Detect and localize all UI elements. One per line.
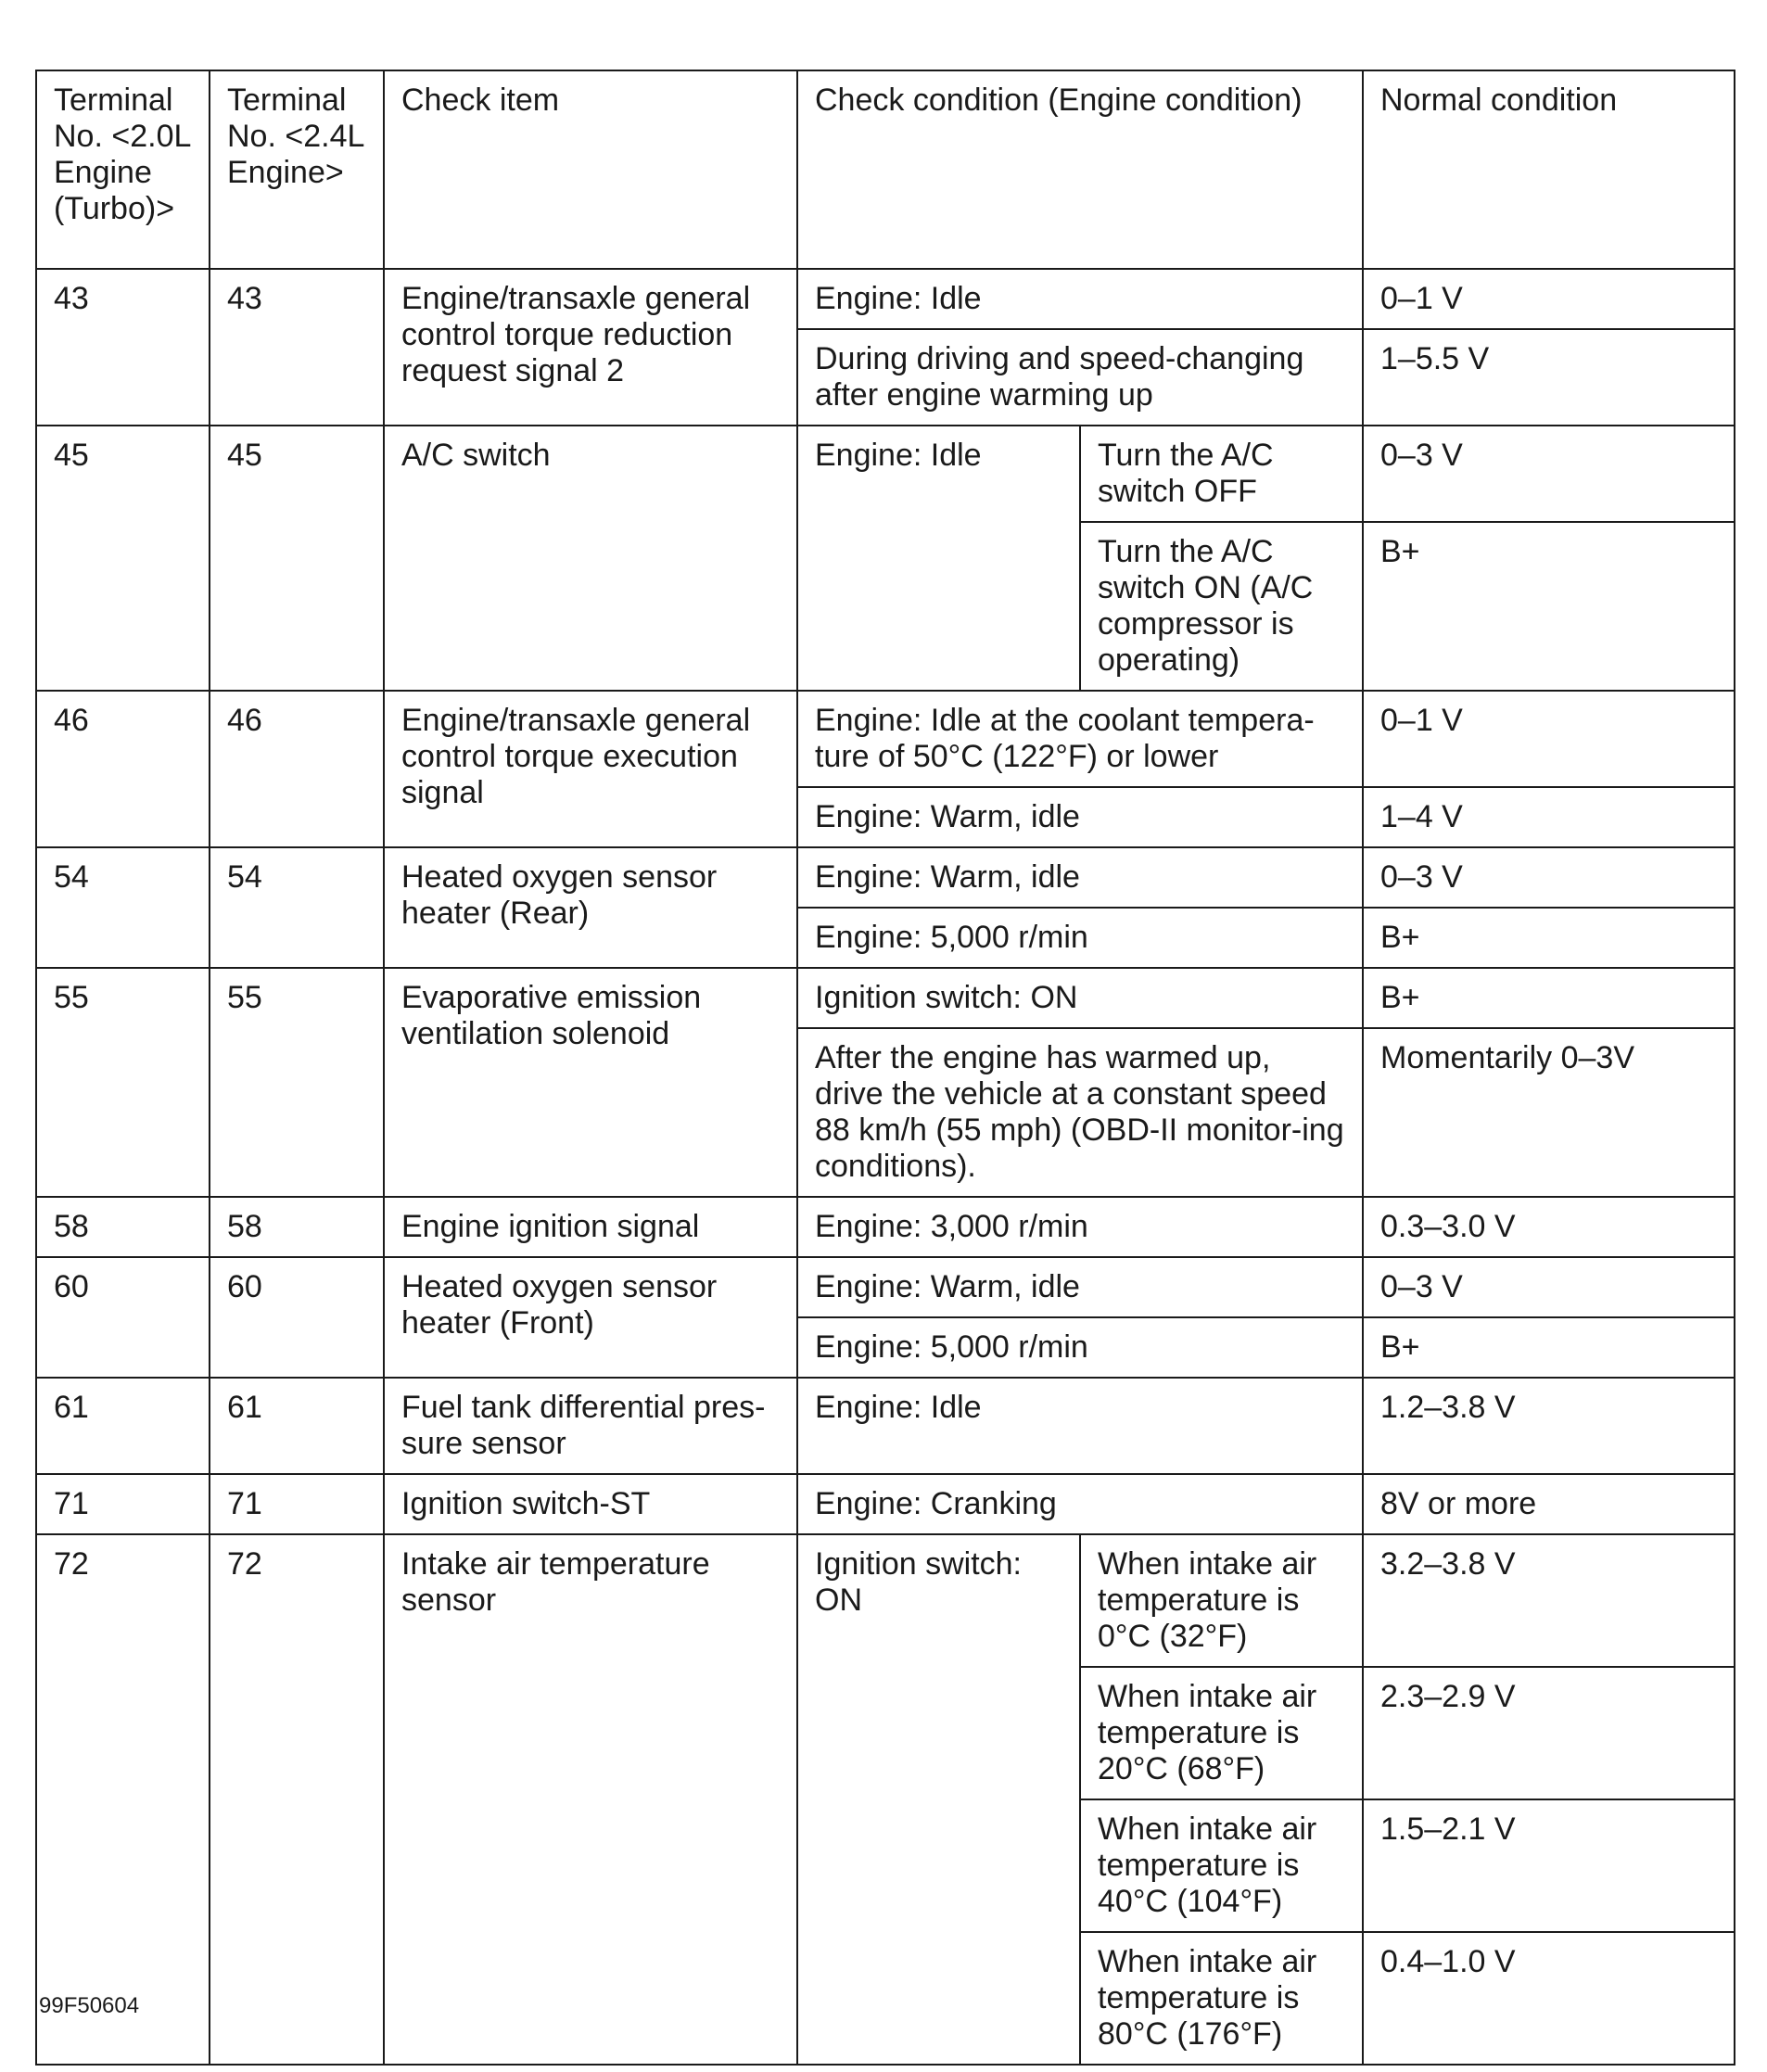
header-terminal-20l: Terminal No. <2.0L Engine (Turbo)>	[36, 70, 210, 269]
check-condition-cell: Engine: Idle at the coolant tempera-ture of 50°C (122°F) or lower	[797, 691, 1363, 787]
terminal-20l-cell: 60	[36, 1257, 210, 1378]
sub-condition-cell: When intake air temperature is 80°C (176°F)	[1080, 1932, 1363, 2065]
normal-condition-cell: 1–4 V	[1363, 787, 1735, 847]
check-condition-cell: Engine: Warm, idle	[797, 847, 1363, 908]
table-header-row	[36, 70, 1735, 269]
check-condition-cell: During driving and speed-changing after engine warming up	[797, 329, 1363, 426]
normal-condition-cell: 0–3 V	[1363, 847, 1735, 908]
normal-condition-cell: 3.2–3.8 V	[1363, 1534, 1735, 1667]
table-row	[36, 691, 1735, 787]
normal-condition-cell: Momentarily 0–3V	[1363, 1028, 1735, 1197]
normal-condition-cell: B+	[1363, 1317, 1735, 1378]
sub-condition-cell: When intake air temperature is 20°C (68°F)	[1080, 1667, 1363, 1799]
check-item-cell: Intake air temperature sensor	[384, 1534, 797, 2065]
normal-condition-cell: 0–3 V	[1363, 426, 1735, 522]
normal-condition-cell: 1.5–2.1 V	[1363, 1799, 1735, 1932]
table-row	[36, 847, 1735, 908]
normal-condition-cell: 2.3–2.9 V	[1363, 1667, 1735, 1799]
check-condition-cell: Engine: Idle	[797, 269, 1363, 329]
check-item-cell: Ignition switch-ST	[384, 1474, 797, 1534]
sub-condition-cell: When intake air temperature is 40°C (104°F)	[1080, 1799, 1363, 1932]
normal-condition-cell: B+	[1363, 968, 1735, 1028]
check-condition-cell: Engine: Warm, idle	[797, 1257, 1363, 1317]
sub-condition-cell: When intake air temperature is 0°C (32°F)	[1080, 1534, 1363, 1667]
normal-condition-cell: 8V or more	[1363, 1474, 1735, 1534]
table-row	[36, 426, 1735, 522]
normal-condition-cell: 1.2–3.8 V	[1363, 1378, 1735, 1474]
check-condition-cell: Ignition switch: ON	[797, 1534, 1080, 2065]
table-row	[36, 1474, 1735, 1534]
terminal-20l-cell: 72	[36, 1534, 210, 2065]
terminal-20l-cell: 55	[36, 968, 210, 1197]
sub-condition-cell: Turn the A/C switch OFF	[1080, 426, 1363, 522]
terminal-24l-cell: 61	[210, 1378, 384, 1474]
check-condition-cell: Engine: Warm, idle	[797, 787, 1363, 847]
table-row	[36, 1378, 1735, 1474]
terminal-24l-cell: 58	[210, 1197, 384, 1257]
table-row	[36, 968, 1735, 1028]
normal-condition-cell: 0–1 V	[1363, 269, 1735, 329]
check-item-cell: Engine ignition signal	[384, 1197, 797, 1257]
check-condition-cell: Engine: 5,000 r/min	[797, 1317, 1363, 1378]
normal-condition-cell: B+	[1363, 908, 1735, 968]
check-condition-cell: Engine: 5,000 r/min	[797, 908, 1363, 968]
normal-condition-cell: 0.3–3.0 V	[1363, 1197, 1735, 1257]
table-body	[36, 269, 1735, 2065]
normal-condition-cell: B+	[1363, 522, 1735, 691]
table-row	[36, 1257, 1735, 1317]
header-check-condition: Check condition (Engine condition)	[797, 70, 1363, 269]
check-condition-cell: Engine: Cranking	[797, 1474, 1363, 1534]
terminal-24l-cell: 54	[210, 847, 384, 968]
normal-condition-cell: 0–1 V	[1363, 691, 1735, 787]
document-page	[35, 70, 1734, 2066]
terminal-24l-cell: 72	[210, 1534, 384, 2065]
terminal-20l-cell: 58	[36, 1197, 210, 1257]
terminal-24l-cell: 55	[210, 968, 384, 1197]
terminal-20l-cell: 46	[36, 691, 210, 847]
terminal-24l-cell: 60	[210, 1257, 384, 1378]
normal-condition-cell: 1–5.5 V	[1363, 329, 1735, 426]
figure-id: 99F50604	[39, 1993, 140, 2018]
terminal-20l-cell: 54	[36, 847, 210, 968]
check-item-cell: Evaporative emission ventilation solenoid	[384, 968, 797, 1197]
check-item-cell: Heated oxygen sensor heater (Front)	[384, 1257, 797, 1378]
check-condition-cell: After the engine has warmed up, drive the vehicle at a constant speed 88 km/h (55 mph) (OBD-II monitor-ing conditions).	[797, 1028, 1363, 1197]
check-item-cell: Heated oxygen sensor heater (Rear)	[384, 847, 797, 968]
sub-condition-cell: Turn the A/C switch ON (A/C compressor is operating)	[1080, 522, 1363, 691]
check-item-cell: Engine/transaxle general control torque execution signal	[384, 691, 797, 847]
normal-condition-cell: 0.4–1.0 V	[1363, 1932, 1735, 2065]
check-condition-cell: Engine: Idle	[797, 426, 1080, 691]
terminal-20l-cell: 45	[36, 426, 210, 691]
terminal-check-table	[35, 70, 1735, 2066]
check-item-cell: Fuel tank differential pres-sure sensor	[384, 1378, 797, 1474]
terminal-24l-cell: 45	[210, 426, 384, 691]
header-terminal-24l: Terminal No. <2.4L Engine>	[210, 70, 384, 269]
terminal-24l-cell: 46	[210, 691, 384, 847]
terminal-20l-cell: 61	[36, 1378, 210, 1474]
table-row	[36, 269, 1735, 329]
table-row	[36, 1197, 1735, 1257]
check-condition-cell: Engine: 3,000 r/min	[797, 1197, 1363, 1257]
terminal-20l-cell: 71	[36, 1474, 210, 1534]
terminal-20l-cell: 43	[36, 269, 210, 426]
table-row	[36, 1534, 1735, 1667]
terminal-24l-cell: 71	[210, 1474, 384, 1534]
header-normal-condition: Normal condition	[1363, 70, 1735, 269]
check-item-cell: A/C switch	[384, 426, 797, 691]
normal-condition-cell: 0–3 V	[1363, 1257, 1735, 1317]
terminal-24l-cell: 43	[210, 269, 384, 426]
header-check-item: Check item	[384, 70, 797, 269]
check-item-cell: Engine/transaxle general control torque reduction request signal 2	[384, 269, 797, 426]
check-condition-cell: Engine: Idle	[797, 1378, 1363, 1474]
check-condition-cell: Ignition switch: ON	[797, 968, 1363, 1028]
